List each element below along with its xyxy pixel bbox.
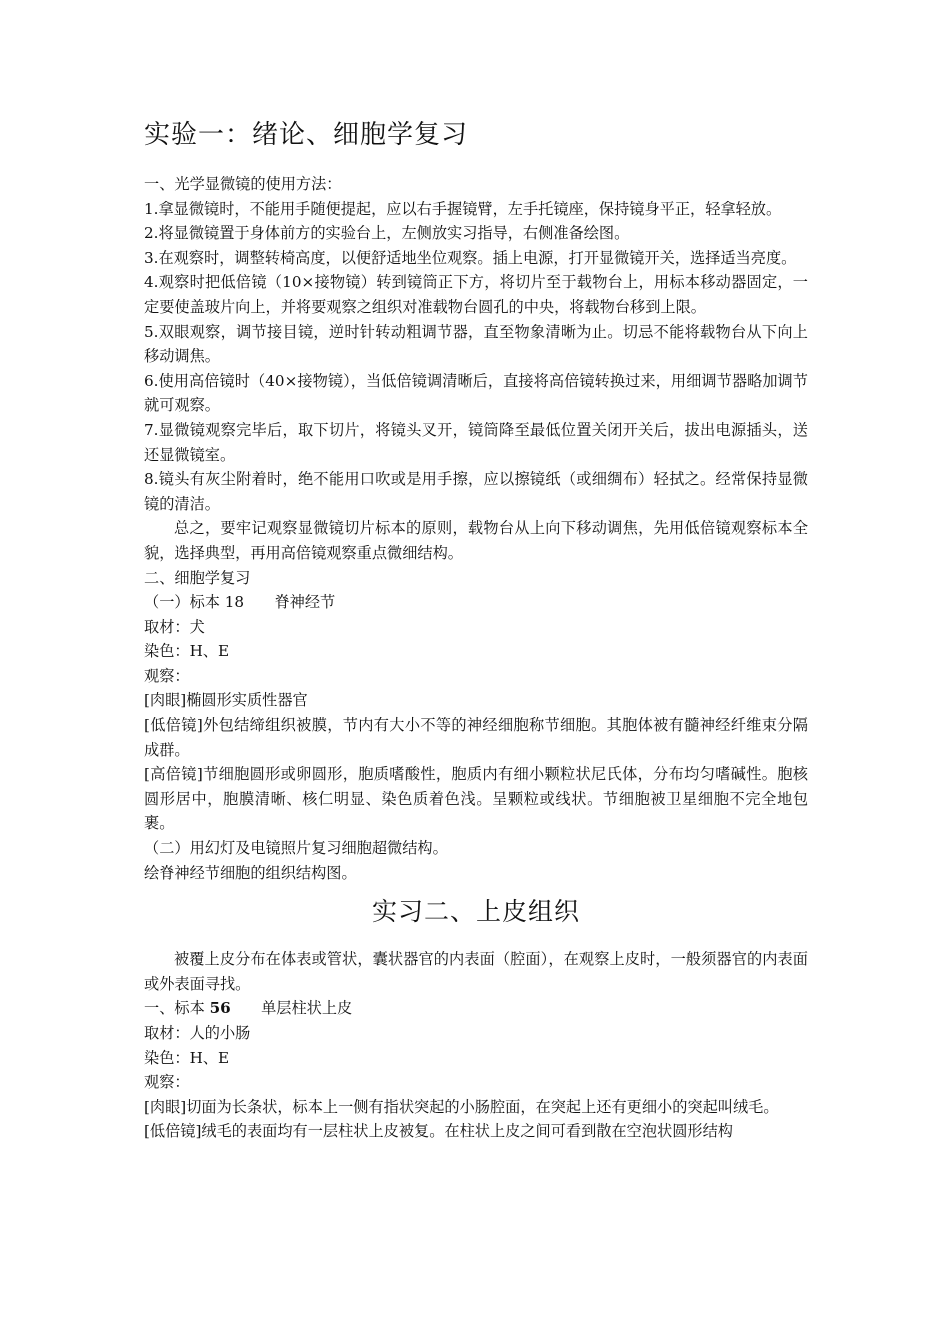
specimen-56-material: 取材：人的小肠 [144,1024,251,1042]
paragraph-epithelium-intro: 被覆上皮分布在体表或管状，囊状器官的内表面（腔面），在观察上皮时，一般须器官的内表面或外表面寻找。 [144,950,808,993]
specimen-56-prefix: 一、标本 [144,999,210,1018]
specimen-56-stain: 染色：H、E [144,1048,230,1067]
chapter-title-1: 实验一：绪论、细胞学复习 [144,120,469,150]
specimen-56-heading [144,996,808,1021]
specimen-56-low-power: [低倍镜]绒毛的表面均有一层柱状上皮被复。在柱状上皮之间可看到散在空泡状圆形结构 [144,1122,733,1141]
document-body [144,116,808,1144]
paragraph-summary: 总之，要牢记观察显微镜切片标本的原则，载物台从上向下移动调焦，先用低倍镜观察标本全貌，选择典型，再用高倍镜观察重点微细结构。 [144,519,808,562]
specimen-18-stain: 染色：H、E [144,642,230,661]
drawing-task: 绘脊神经节细胞的组织结构图。 [144,863,357,882]
chapter-title-2: 实习二、上皮组织 [371,897,580,927]
specimen-18-low-power: [低倍镜]外包结缔组织被膜，节内有大小不等的神经细胞称节细胞。其胞体被有髓神经纤维束分隔成群。 [144,716,808,759]
specimen-18-high-power: [高倍镜]节细胞圆形或卵圆形，胞质嗜酸性，胞质内有细小颗粒状尼氏体，分布均匀嗜碱性。胞核圆形居中，胞膜清晰、核仁明显、染色质着色浅。呈颗粒或线状。节细胞被卫星细胞不完全地包裹。 [144,765,808,833]
specimen-18-observe: 观察： [144,666,190,685]
paragraph-step-8: 8.镜头有灰尘附着时，绝不能用口吹或是用手擦，应以擦镜纸（或细绸布）轻拭之。经常保持显微镜的清洁。 [144,470,808,513]
paragraph-step-1: 1.拿显微镜时，不能用手随便提起，应以右手握镜臂，左手托镜座，保持镜身平正，轻拿轻放。 [144,199,782,218]
section-heading-cytology: 二、细胞学复习 [144,568,251,587]
specimen-18-heading: （一）标本 18 脊神经节 [144,593,336,612]
paragraph-step-6: 6.使用高倍镜时（40×接物镜），当低倍镜调清晰后，直接将高倍镜转换过来，用细调节器略加调节就可观察。 [144,371,808,415]
paragraph-step-2: 2.将显微镜置于身体前方的实验台上，左侧放实习指导，右侧准备绘图。 [144,224,630,243]
specimen-ultrastructure: （二）用幻灯及电镜照片复习细胞超微结构。 [144,839,448,858]
specimen-56-observe: 观察： [144,1073,190,1092]
specimen-18-naked-eye: [肉眼]椭圆形实质性器官 [144,691,308,710]
specimen-56-name: 单层柱状上皮 [230,999,353,1018]
specimen-56-naked-eye: [肉眼]切面为长条状，标本上一侧有指状突起的小肠腔面，在突起上还有更细小的突起叫绒毛。 [144,1097,779,1116]
paragraph-step-4: 4.观察时把低倍镜（10×接物镜）转到镜筒正下方，将切片至于载物台上，用标本移动器固定，一定要使盖玻片向上，并将要观察之组织对准载物台圆孔的中央，将载物台移到上限。 [144,273,808,316]
paragraph-step-5: 5.双眼观察，调节接目镜，逆时针转动粗调节器，直至物象清晰为止。切忌不能将载物台从下向上移动调焦。 [144,322,808,366]
paragraph-step-3: 3.在观察时，调整转椅高度，以便舒适地坐位观察。插上电源，打开显微镜开关，选择适当亮度。 [144,248,797,267]
section-heading-microscope: 一、光学显微镜的使用方法： [144,175,342,193]
specimen-18-material: 取材：犬 [144,617,205,636]
specimen-56-number: 56 [209,999,231,1018]
paragraph-step-7: 7.显微镜观察完毕后，取下切片，将镜头叉开，镜筒降至最低位置关闭开关后，拔出电源插头，送还显微镜室。 [144,420,808,464]
